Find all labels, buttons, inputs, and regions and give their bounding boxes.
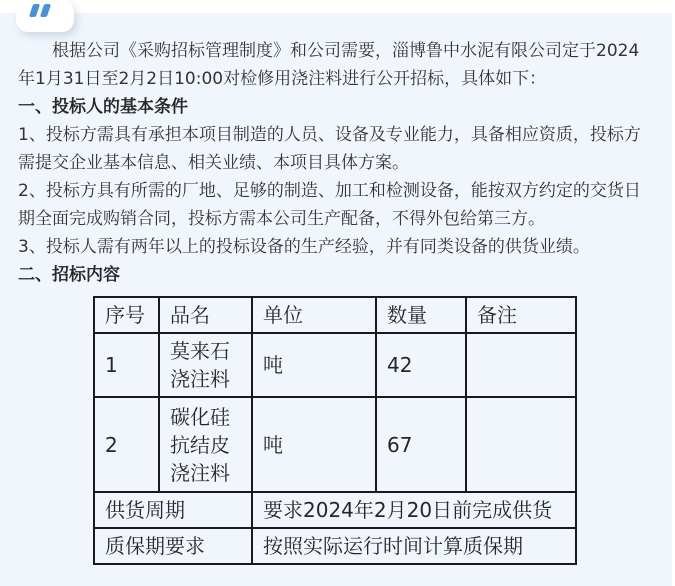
- table-header-row: [94, 297, 576, 333]
- supply-period-row: [94, 492, 576, 528]
- warranty-row: [94, 528, 576, 564]
- section1-title: 一、投标人的基本条件: [18, 97, 188, 117]
- cell-note: [466, 397, 576, 492]
- supply-period-label: 供货周期: [94, 492, 252, 528]
- cell-qty: 67: [376, 397, 466, 492]
- table-row: [94, 397, 576, 492]
- bid-items-table: [93, 296, 577, 565]
- bidder-condition-3: 3、投标人需有两年以上的投标设备的生产经验，并有同类设备的供货业绩。: [18, 237, 590, 257]
- bidder-condition-2: 2、投标方具有所需的厂地、足够的制造、加工和检测设备，能按双方约定的交货日期全面完成购销合同，投标方需本公司生产配备，不得外包给第三方。: [18, 181, 641, 229]
- header-qty: 数量: [376, 297, 466, 333]
- cell-seq: 1: [94, 333, 159, 397]
- header-unit: 单位: [252, 297, 376, 333]
- cell-seq: 2: [94, 397, 159, 492]
- cell-note: [466, 333, 576, 397]
- cell-unit: 吨: [252, 397, 376, 492]
- intro-paragraph: 根据公司《采购招标管理制度》和公司需要，淄博鲁中水泥有限公司定于2024年1月31日至2月2日10:00对检修用浇注料进行公开招标，具体如下：: [18, 41, 640, 89]
- warranty-label: 质保期要求: [94, 528, 252, 564]
- bidder-condition-1: 1、投标方需具有承担本项目制造的人员、设备及专业能力，具备相应资质，投标方需提交企业基本信息、相关业绩、本项目具体方案。: [18, 125, 641, 173]
- header-note: 备注: [466, 297, 576, 333]
- article-content: [0, 13, 672, 586]
- cell-unit: 吨: [252, 333, 376, 397]
- supply-period-value: 要求2024年2月20日前完成供货: [252, 492, 576, 528]
- cell-name: 碳化硅抗结皮浇注料: [159, 397, 252, 492]
- warranty-value: 按照实际运行时间计算质保期: [252, 528, 576, 564]
- header-name: 品名: [159, 297, 252, 333]
- table-row: [94, 333, 576, 397]
- header-seq: 序号: [94, 297, 159, 333]
- section2-title: 二、招标内容: [18, 265, 120, 285]
- cell-name: 莫来石浇注料: [159, 333, 252, 397]
- cell-qty: 42: [376, 333, 466, 397]
